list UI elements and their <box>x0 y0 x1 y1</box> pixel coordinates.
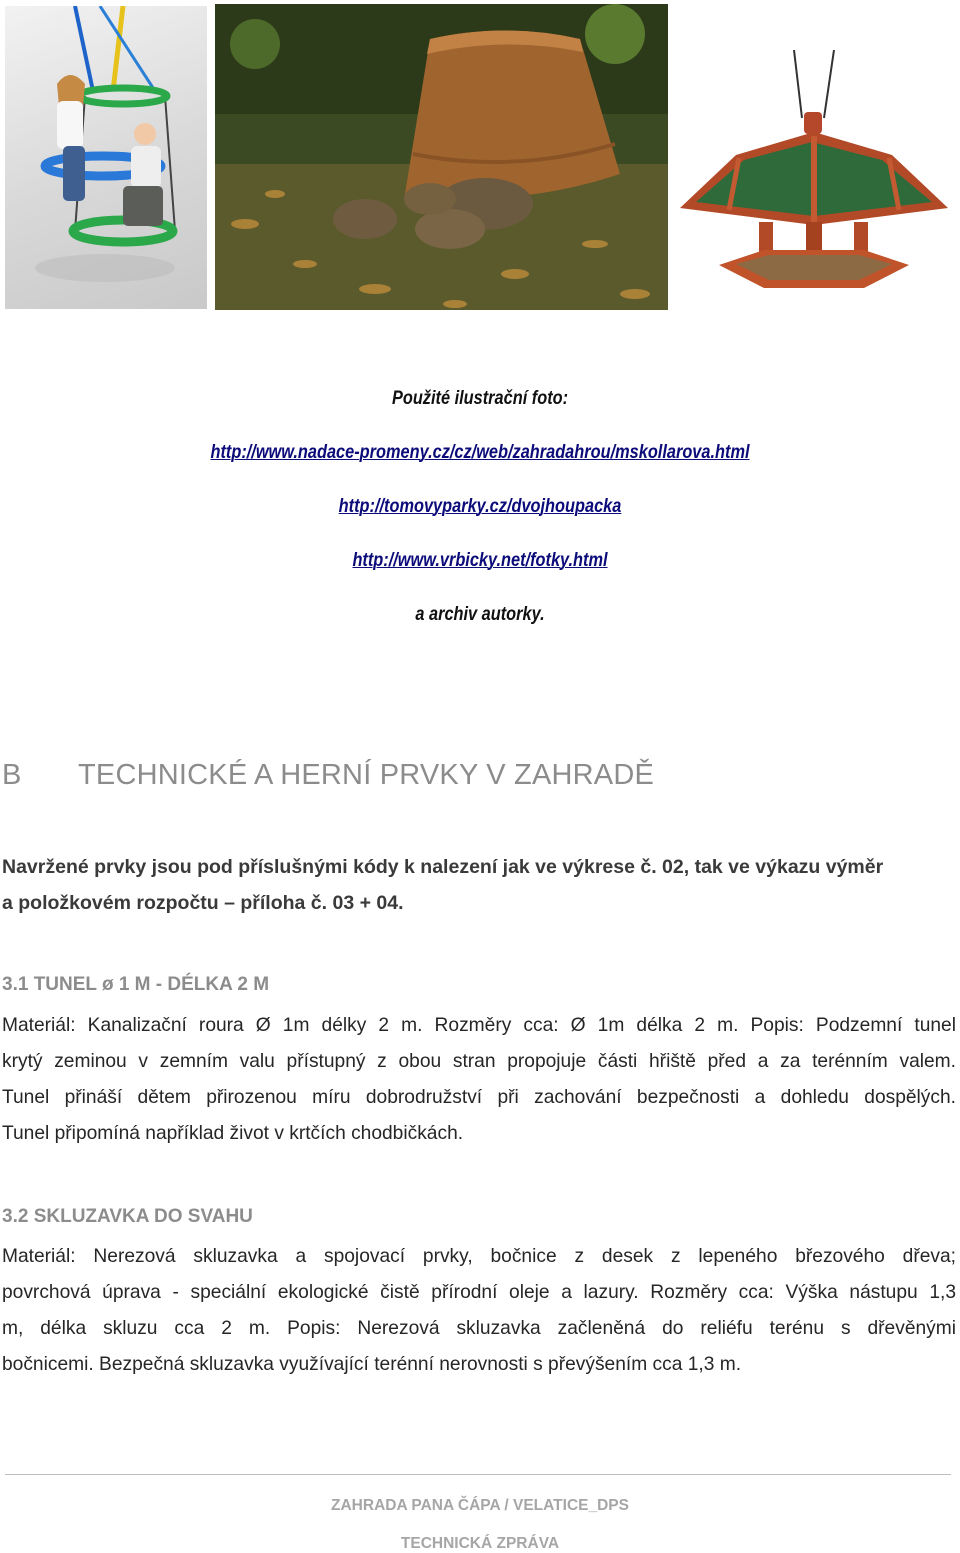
photo-children-swing <box>5 6 207 309</box>
section-letter: B <box>2 759 22 791</box>
credit-link-vrbicky[interactable]: http://www.vrbicky.net/fotky.html <box>352 550 608 571</box>
photo-hedgehog-house <box>215 4 668 310</box>
tunel-text-line: Tunel přináší dětem přirozenou míru dobrodružství při zachování bezpečnosti a dohledu dospělých. <box>2 1087 956 1108</box>
credits-heading: Použité ilustrační foto: <box>391 388 569 409</box>
photo-bird-feeder <box>674 50 954 302</box>
slide-heading: 3.2 SKLUZAVKA DO SVAHU <box>2 1206 253 1227</box>
slide-text-line: povrchová úprava - speciální ekologické čistě přírodní oleje a lazury. Rozměry cca: Výška nástupu 1,3 <box>2 1282 956 1303</box>
credit-link-tomovyparky[interactable]: http://tomovyparky.cz/dvojhoupacka <box>338 496 622 517</box>
footer-project-name: ZAHRADA PANA ČÁPA / VELATICE_DPS <box>331 1497 629 1514</box>
tunel-text-line: Materiál: Kanalizační roura Ø 1m délky 2 m. Rozměry cca: Ø 1m délka 2 m. Popis: Podzemní tunel <box>2 1015 956 1036</box>
footer-divider <box>5 1474 951 1475</box>
slide-text-line: bočnicemi. Bezpečná skluzavka využívající terénní nerovnosti s převýšením cca 1,3 m. <box>2 1354 742 1375</box>
intro-text-line: Navržené prvky jsou pod příslušnými kódy k nalezení jak ve výkrese č. 02, tak ve výkazu výměr <box>2 856 884 878</box>
tunel-text-line: Tunel připomíná například život v krtčích chodbičkách. <box>2 1123 464 1144</box>
footer-document-type: TECHNICKÁ ZPRÁVA <box>400 1535 560 1552</box>
credit-author-archive: a archiv autorky. <box>415 604 545 625</box>
section-title: TECHNICKÉ A HERNÍ PRVKY V ZAHRADĚ <box>78 759 655 791</box>
credit-link-nadace-promeny[interactable]: http://www.nadace-promeny.cz/cz/web/zahradahrou/mskollarova.html <box>210 442 750 463</box>
slide-text-line: Materiál: Nerezová skluzavka a spojovací prvky, bočnice z desek z lepeného březového dřeva; <box>2 1246 956 1267</box>
tunel-text-line: krytý zeminou v zemním valu přístupný z obou stran propojuje části hřiště před a za terénním valem. <box>2 1051 956 1072</box>
intro-text-line: a položkovém rozpočtu – příloha č. 03 + 04. <box>2 892 404 914</box>
slide-text-line: m, délka skluzu cca 2 m. Popis: Nerezová skluzavka začleněná do reliéfu terénu s dřevěnými <box>2 1318 956 1339</box>
tunel-heading: 3.1 TUNEL ø 1 M - DÉLKA 2 M <box>2 974 270 995</box>
